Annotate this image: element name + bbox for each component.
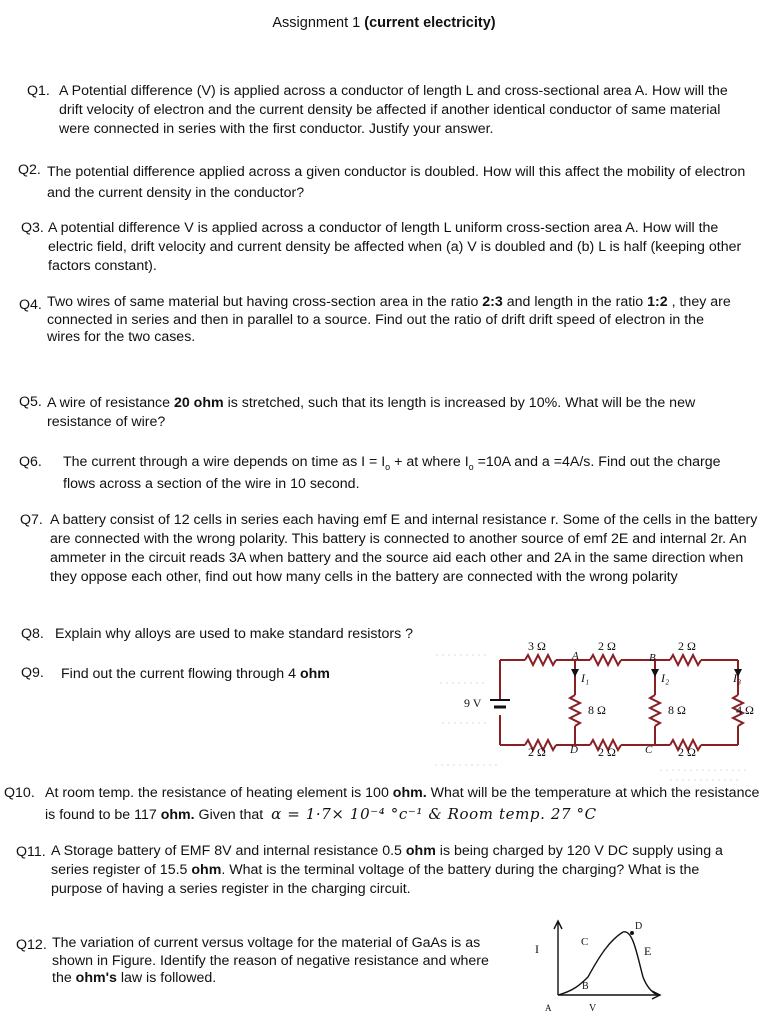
question-number: Q1. bbox=[27, 83, 50, 99]
handwritten-note: α = 1·7× 10⁻⁴ °c⁻¹ & Room temp. 27 °C bbox=[271, 805, 597, 823]
question-text: Find out the current flowing through 4 ohm bbox=[61, 666, 330, 682]
question-text: A wire of resistance 20 ohm is stretched, such that its length is increased by 10%. What will be the new resistance of wire? bbox=[47, 395, 696, 430]
question-number: Q7. bbox=[20, 512, 43, 528]
label-top-2ohm-a: 2 Ω bbox=[598, 639, 616, 653]
iv-curve bbox=[558, 932, 657, 995]
point-e-label: E bbox=[644, 944, 652, 958]
resistor-vertical-8ohm-b bbox=[650, 695, 660, 726]
resistor-top-3ohm bbox=[525, 655, 556, 665]
y-axis-label: I bbox=[535, 942, 539, 956]
x-axis-label: V bbox=[589, 1003, 597, 1014]
question-number: Q2. bbox=[18, 162, 41, 178]
question-number: Q4. bbox=[19, 297, 42, 313]
current-label-1: I₁ bbox=[581, 671, 590, 685]
resistor-top-2ohm-a bbox=[590, 655, 621, 665]
question-number: Q8. bbox=[21, 626, 44, 642]
question-text: A Storage battery of EMF 8V and internal resistance 0.5 ohm is being charged by 120 V DC supply using a series register of 15.5 ohm. What is the terminal voltage of the battery during the charging? What is the purpose of having a series register in the charging circuit. bbox=[51, 843, 723, 897]
question-number: Q10. bbox=[4, 785, 35, 801]
label-vertical-8ohm-a: 8 Ω bbox=[588, 703, 606, 717]
point-d-marker bbox=[630, 931, 634, 935]
question-number: Q5. bbox=[19, 394, 42, 410]
point-b-label: B bbox=[582, 981, 589, 992]
question-text: The variation of current versus voltage for the material of GaAs is as shown in Figure. Identify the reason of negative resistance and where the ohm's law is followed. bbox=[52, 935, 489, 986]
question-text: At room temp. the resistance of heating element is 100 ohm. What will be the temperature at which the resistance is found to be 117 ohm. Given that α = 1·7× 10⁻⁴ °c⁻¹ & Room temp. 27 °C bbox=[45, 785, 760, 823]
current-label-2: I₂ bbox=[661, 671, 670, 685]
label-bottom-2ohm-a: 2 Ω bbox=[528, 745, 546, 759]
label-vertical-8ohm-b: 8 Ω bbox=[668, 703, 686, 717]
origin-label: A bbox=[545, 1003, 552, 1013]
label-vertical-4ohm: 4 Ω bbox=[736, 703, 754, 717]
question-text: A battery consist of 12 cells in series each having emf E and internal resistance r. Some of the cells in the battery are connected with the wrong polarity. This battery is connected to another source of emf 2E and internal 2r. An ammeter in the circuit reads 3A when battery and the source aid each other and 2A in the same direction when they oppose each other, find out how many cells in the battery are connected with the wrong polarity bbox=[50, 512, 758, 585]
question-text: The potential difference applied across a given conductor is doubled. How will this affect the mobility of electron and the current density in the conductor? bbox=[47, 164, 746, 201]
battery-label: 9 V bbox=[464, 696, 482, 710]
node-a: A bbox=[572, 650, 579, 662]
iv-graph bbox=[525, 915, 675, 1015]
question-number: Q12. bbox=[16, 937, 47, 953]
question-number: Q6. bbox=[19, 454, 42, 470]
label-top-3ohm: 3 Ω bbox=[528, 639, 546, 653]
question-number: Q3. bbox=[21, 220, 44, 236]
question-number: Q9. bbox=[21, 665, 44, 681]
question-number: Q11. bbox=[16, 844, 46, 860]
circuit-diagram bbox=[430, 635, 768, 785]
current-arrow-2 bbox=[651, 669, 659, 677]
point-d-label: D bbox=[635, 921, 643, 932]
current-label-3: I₃ bbox=[733, 671, 742, 685]
resistor-top-2ohm-b bbox=[670, 655, 701, 665]
battery bbox=[490, 700, 510, 707]
question-text: Two wires of same material but having cross-section area in the ratio 2:3 and length in the ratio 1:2 , they are connected in series and then in parallel to a source. Find out the ratio of drift drift speed of electron in the wires for the two cases. bbox=[47, 294, 731, 345]
question-text: A potential difference V is applied across a conductor of length L uniform cross-section area A. How will the electric field, drift velocity and current density be affected when (a) V is doubled and (b) L is half (keeping other factors constant). bbox=[48, 220, 742, 274]
question-text: The current through a wire depends on time as $I = I_o$ + at where $I_o =10A$ and a =4A/s. Find out the charge flows across a section of the wire in 10 second. bbox=[63, 454, 721, 493]
page-title: Assignment 1 (current electricity) bbox=[272, 15, 496, 31]
label-bottom-2ohm-b: 2 Ω bbox=[598, 745, 616, 759]
resistor-vertical-8ohm-a bbox=[570, 695, 580, 726]
question-text: A Potential difference (V) is applied across a conductor of length L and cross-sectional area A. How will the drift velocity of electron and the current density be affected if another identical conductor of same material were connected in series with the first conductor. Justify your answer. bbox=[59, 83, 728, 137]
point-c-label: C bbox=[581, 936, 589, 948]
question-text: Explain why alloys are used to make standard resistors ? bbox=[55, 626, 414, 642]
node-d: D bbox=[570, 744, 578, 756]
node-c: C bbox=[645, 744, 653, 756]
label-top-2ohm-b: 2 Ω bbox=[678, 639, 696, 653]
label-bottom-2ohm-c: 2 Ω bbox=[678, 745, 696, 759]
current-arrow-1 bbox=[571, 669, 579, 677]
node-b: B bbox=[649, 652, 656, 664]
